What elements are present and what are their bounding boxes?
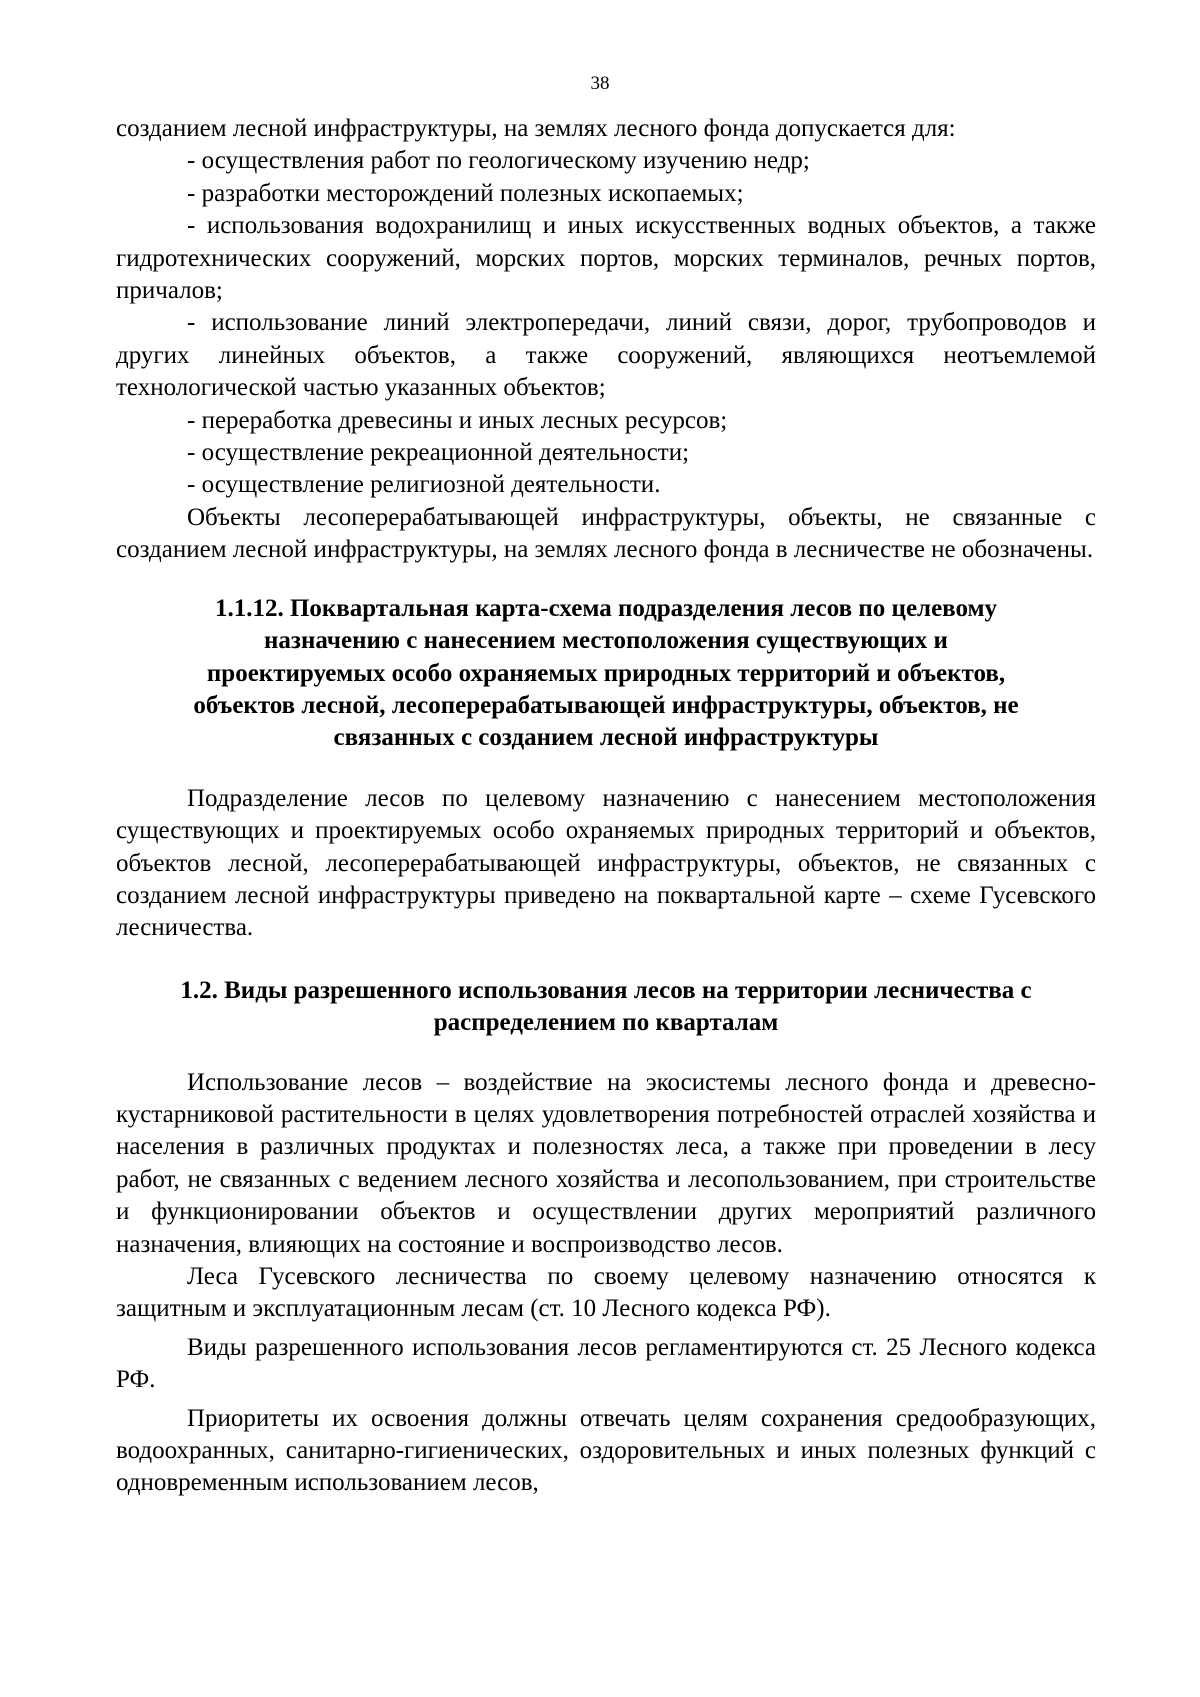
heading-line: распределением по кварталам	[433, 1009, 779, 1037]
heading-line: назначению с нанесением местоположения существующих и	[264, 627, 948, 655]
paragraph-permitted-uses: Виды разрешенного использования лесов регламентируются ст. 25 Лесного кодекса РФ.	[116, 1333, 1096, 1394]
list-item-reservoirs: - использования водохранилищ и иных искусственных водных объектов, а также гидротехнических сооружений, морских портов, морских терминалов, речных портов, причалов;	[116, 212, 1096, 305]
paragraph-objects-not-designated: Объекты лесоперерабатывающей инфраструктуры, объекты, не связанные с созданием лесной инфраструктуры, на землях лесного фонда в лесничестве не обозначены.	[116, 503, 1096, 564]
page-content	[116, 113, 1096, 1500]
heading-line: связанных с созданием лесной инфраструктуры	[333, 724, 879, 752]
section-heading-1-2	[116, 975, 1096, 1040]
heading-line: 1.2. Виды разрешенного использования лесов на территории лесничества с	[180, 976, 1032, 1004]
list-item-religion: - осуществление религиозной деятельности.	[187, 471, 661, 499]
paragraph-forest-purpose: Леса Гусевского лесничества по своему целевому назначению относятся к защитным и эксплуатационным лесам (ст. 10 Лесного кодекса РФ).	[116, 1263, 1096, 1323]
list-item-wood-processing: - переработка древесины и иных лесных ресурсов;	[187, 406, 728, 434]
paragraph-priorities: Приоритеты их освоения должны отвечать целям сохранения средообразующих, водоохранных, санитарно-гигиенических, оздоровительных и иных полезных функций с одновременным использованием лесов,	[116, 1404, 1096, 1497]
list-item-geology: - осуществления работ по геологическому изучению недр;	[187, 147, 810, 175]
heading-line: объектов лесной, лесоперерабатывающей инфраструктуры, объектов, не	[193, 691, 1019, 719]
section-heading-1-1-12	[116, 593, 1096, 755]
list-item-power-lines: - использование линий электропередачи, линий связи, дорог, трубопроводов и других линейных объектов, а также сооружений, являющихся неотъемлемой технологической частью указанных объектов;	[116, 309, 1096, 402]
list-item-mining: - разработки месторождений полезных ископаемых;	[187, 179, 744, 207]
paragraph-continuation: созданием лесной инфраструктуры, на землях лесного фонда допускается для:	[116, 115, 956, 142]
heading-line: 1.1.12. Поквартальная карта-схема подразделения лесов по целевому	[214, 594, 998, 622]
paragraph-map-scheme: Подразделение лесов по целевому назначению с нанесением местоположения существующих и проектируемых особо охраняемых природных территорий и объектов, объектов лесной, лесоперерабатывающей инфраструктуры, объектов, не связанных с созданием лесной инфраструктуры приведено на поквартальной карте – схеме Гусевского лесничества.	[116, 784, 1096, 942]
heading-line: проектируемых особо охраняемых природных территорий и объектов,	[206, 659, 1006, 687]
page-number: 38	[590, 73, 610, 94]
list-item-recreation: - осуществление рекреационной деятельности;	[187, 439, 690, 467]
paragraph-forest-use-definition: Использование лесов – воздействие на экосистемы лесного фонда и древесно-кустарниковой растительности в целях удовлетворения потребностей отраслей хозяйства и населения в различных продуктах и полезностях леса, а также при проведении в лесу работ, не связанных с ведением лесного хозяйства и лесопользованием, при строительстве и функционировании объектов и осуществлении других мероприятий различного назначения, влияющих на состояние и воспроизводство лесов.	[116, 1068, 1096, 1258]
